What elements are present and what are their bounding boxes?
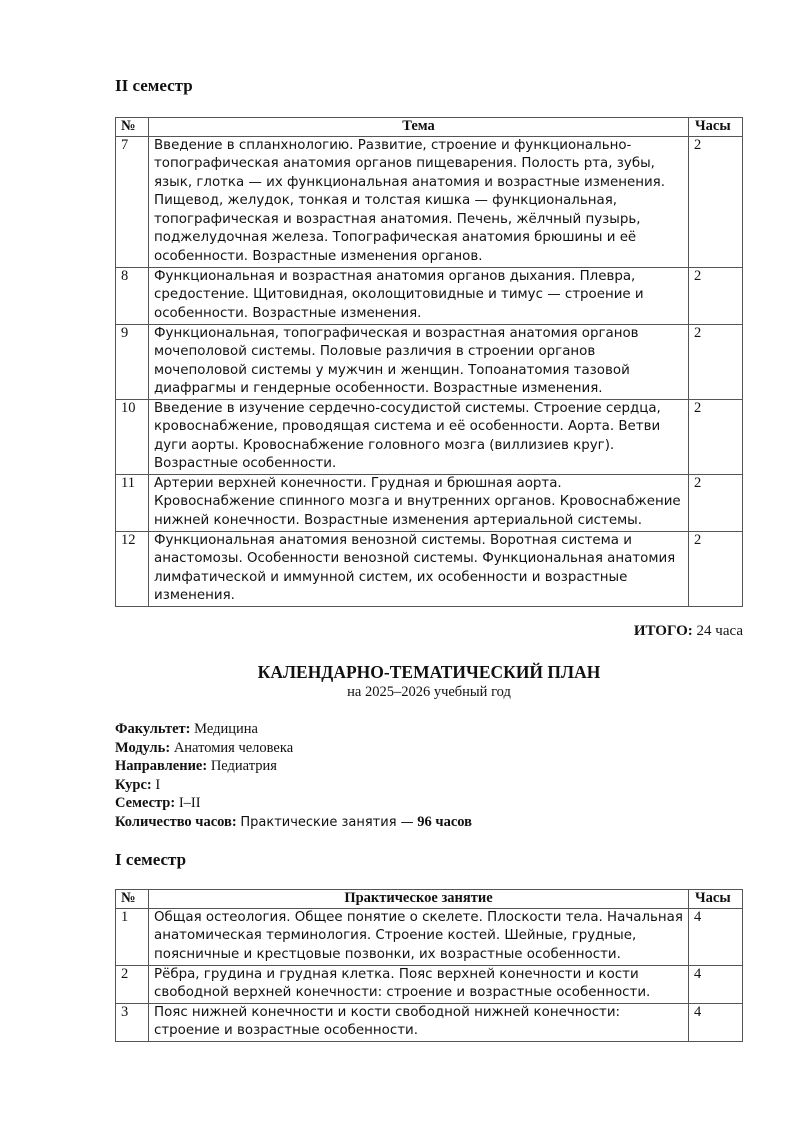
semester-1-table — [115, 889, 743, 1042]
table-row — [116, 908, 743, 965]
column-header-topic: Практическое занятие — [149, 890, 689, 909]
hours-total: 96 часов — [417, 813, 472, 830]
row-hours: 2 — [689, 531, 743, 606]
semester-value: I–II — [178, 795, 201, 811]
course-row — [115, 776, 472, 795]
table-row — [116, 267, 743, 324]
row-number: 11 — [116, 474, 149, 531]
total-hours — [634, 623, 743, 640]
hours-label: Количество часов: — [115, 813, 237, 830]
course-label: Курс: — [115, 776, 152, 793]
column-header-number: № — [116, 890, 149, 909]
row-topic: Функциональная, топографическая и возрастная анатомия органов мочеполовой системы. Половые различия в строении органов мочеполовой системы у мужчин и женщин. Топоанатомия тазовой диафрагмы и гендерные особенности. Возрастные изменения. — [149, 324, 689, 399]
faculty-label: Факультет: — [115, 721, 191, 737]
hours-value: Практические занятия — — [240, 814, 414, 830]
semester-2-table — [115, 117, 743, 607]
column-header-topic: Тема — [149, 118, 689, 137]
row-hours: 2 — [689, 399, 743, 474]
row-number: 7 — [116, 136, 149, 267]
direction-row — [115, 757, 472, 776]
module-label: Модуль: — [115, 739, 171, 756]
row-topic: Пояс нижней конечности и кости свободной нижней конечности: строение и возрастные особенности. — [149, 1003, 689, 1041]
row-number: 3 — [116, 1003, 149, 1041]
direction-label: Направление: — [115, 758, 208, 774]
faculty-row — [115, 720, 472, 739]
hours-row — [115, 813, 472, 833]
row-number: 10 — [116, 399, 149, 474]
row-hours: 4 — [689, 965, 743, 1003]
column-header-hours: Часы — [689, 890, 743, 909]
row-number: 2 — [116, 965, 149, 1003]
plan-subtitle: на 2025–2026 учебный год — [347, 684, 511, 700]
direction-value: Педиатрия — [210, 758, 277, 774]
row-number: 8 — [116, 267, 149, 324]
faculty-value: Медицина — [194, 721, 258, 737]
row-hours: 2 — [689, 136, 743, 267]
row-topic: Рёбра, грудина и грудная клетка. Пояс верхней конечности и кости свободной верхней конечности: строение и возрастные особенности. — [149, 965, 689, 1003]
table-row — [116, 965, 743, 1003]
row-topic: Артерии верхней конечности. Грудная и брюшная аорта. Кровоснабжение спинного мозга и внутренних органов. Кровоснабжение нижней конечности. Возрастные изменения артериальной системы. — [149, 474, 689, 531]
table-header-row — [116, 890, 743, 909]
semester-1-heading: I семестр — [115, 850, 187, 869]
row-hours: 2 — [689, 324, 743, 399]
total-label: ИТОГО: — [633, 623, 693, 639]
table-row — [116, 531, 743, 606]
plan-details — [115, 720, 472, 832]
row-topic: Общая остеология. Общее понятие о скелете. Плоскости тела. Начальная анатомическая терминология. Строение костей. Шейные, грудные, поясничные и крестцовые позвонки, их возрастные особенности. — [149, 908, 689, 965]
row-number: 9 — [116, 324, 149, 399]
course-value: I — [155, 776, 161, 793]
row-topic: Введение в изучение сердечно-сосудистой системы. Строение сердца, кровоснабжение, проводящая система и её особенности. Аорта. Ветви дуги аорты. Кровоснабжение головного мозга (виллизиев круг). Возрастные особенности. — [149, 399, 689, 474]
table-row — [116, 1003, 743, 1041]
semester-row — [115, 794, 472, 813]
row-topic: Функциональная и возрастная анатомия органов дыхания. Плевра, средостение. Щитовидная, околощитовидные и тимус — строение и особенности. Возрастные изменения. — [149, 267, 689, 324]
semester-label: Семестр: — [115, 795, 176, 811]
table-header-row — [116, 118, 743, 137]
row-hours: 2 — [689, 267, 743, 324]
column-header-hours: Часы — [689, 118, 743, 137]
row-hours: 4 — [689, 1003, 743, 1041]
row-topic: Функциональная анатомия венозной системы. Воротная система и анастомозы. Особенности венозной системы. Функциональная анатомия лимфатической и иммунной систем, их особенности и возрастные изменения. — [149, 531, 689, 606]
module-row — [115, 739, 472, 758]
table-row — [116, 136, 743, 267]
row-number: 12 — [116, 531, 149, 606]
row-hours: 4 — [689, 908, 743, 965]
module-value: Анатомия человека — [173, 739, 294, 756]
total-value: 24 часа — [696, 623, 743, 639]
table-row — [116, 399, 743, 474]
column-header-number: № — [116, 118, 149, 137]
row-number: 1 — [116, 908, 149, 965]
row-topic: Введение в спланхнологию. Развитие, строение и функционально-топографическая анатомия органов пищеварения. Полость рта, зубы, язык, глотка — их функциональная анатомия и возрастные изменения. Пищевод, желудок, тонкая и толстая кишка — функциональная, топографическая и возрастная анатомия. Печень, жёлчный пузырь, поджелудочная железа. Топографическая анатомия брюшины и её особенности. Возрастные изменения органов. — [149, 136, 689, 267]
plan-title: КАЛЕНДАРНО-ТЕМАТИЧЕСКИЙ ПЛАН — [257, 662, 601, 682]
semester-2-heading: II семестр — [115, 76, 193, 95]
table-row — [116, 474, 743, 531]
table-row — [116, 324, 743, 399]
row-hours: 2 — [689, 474, 743, 531]
